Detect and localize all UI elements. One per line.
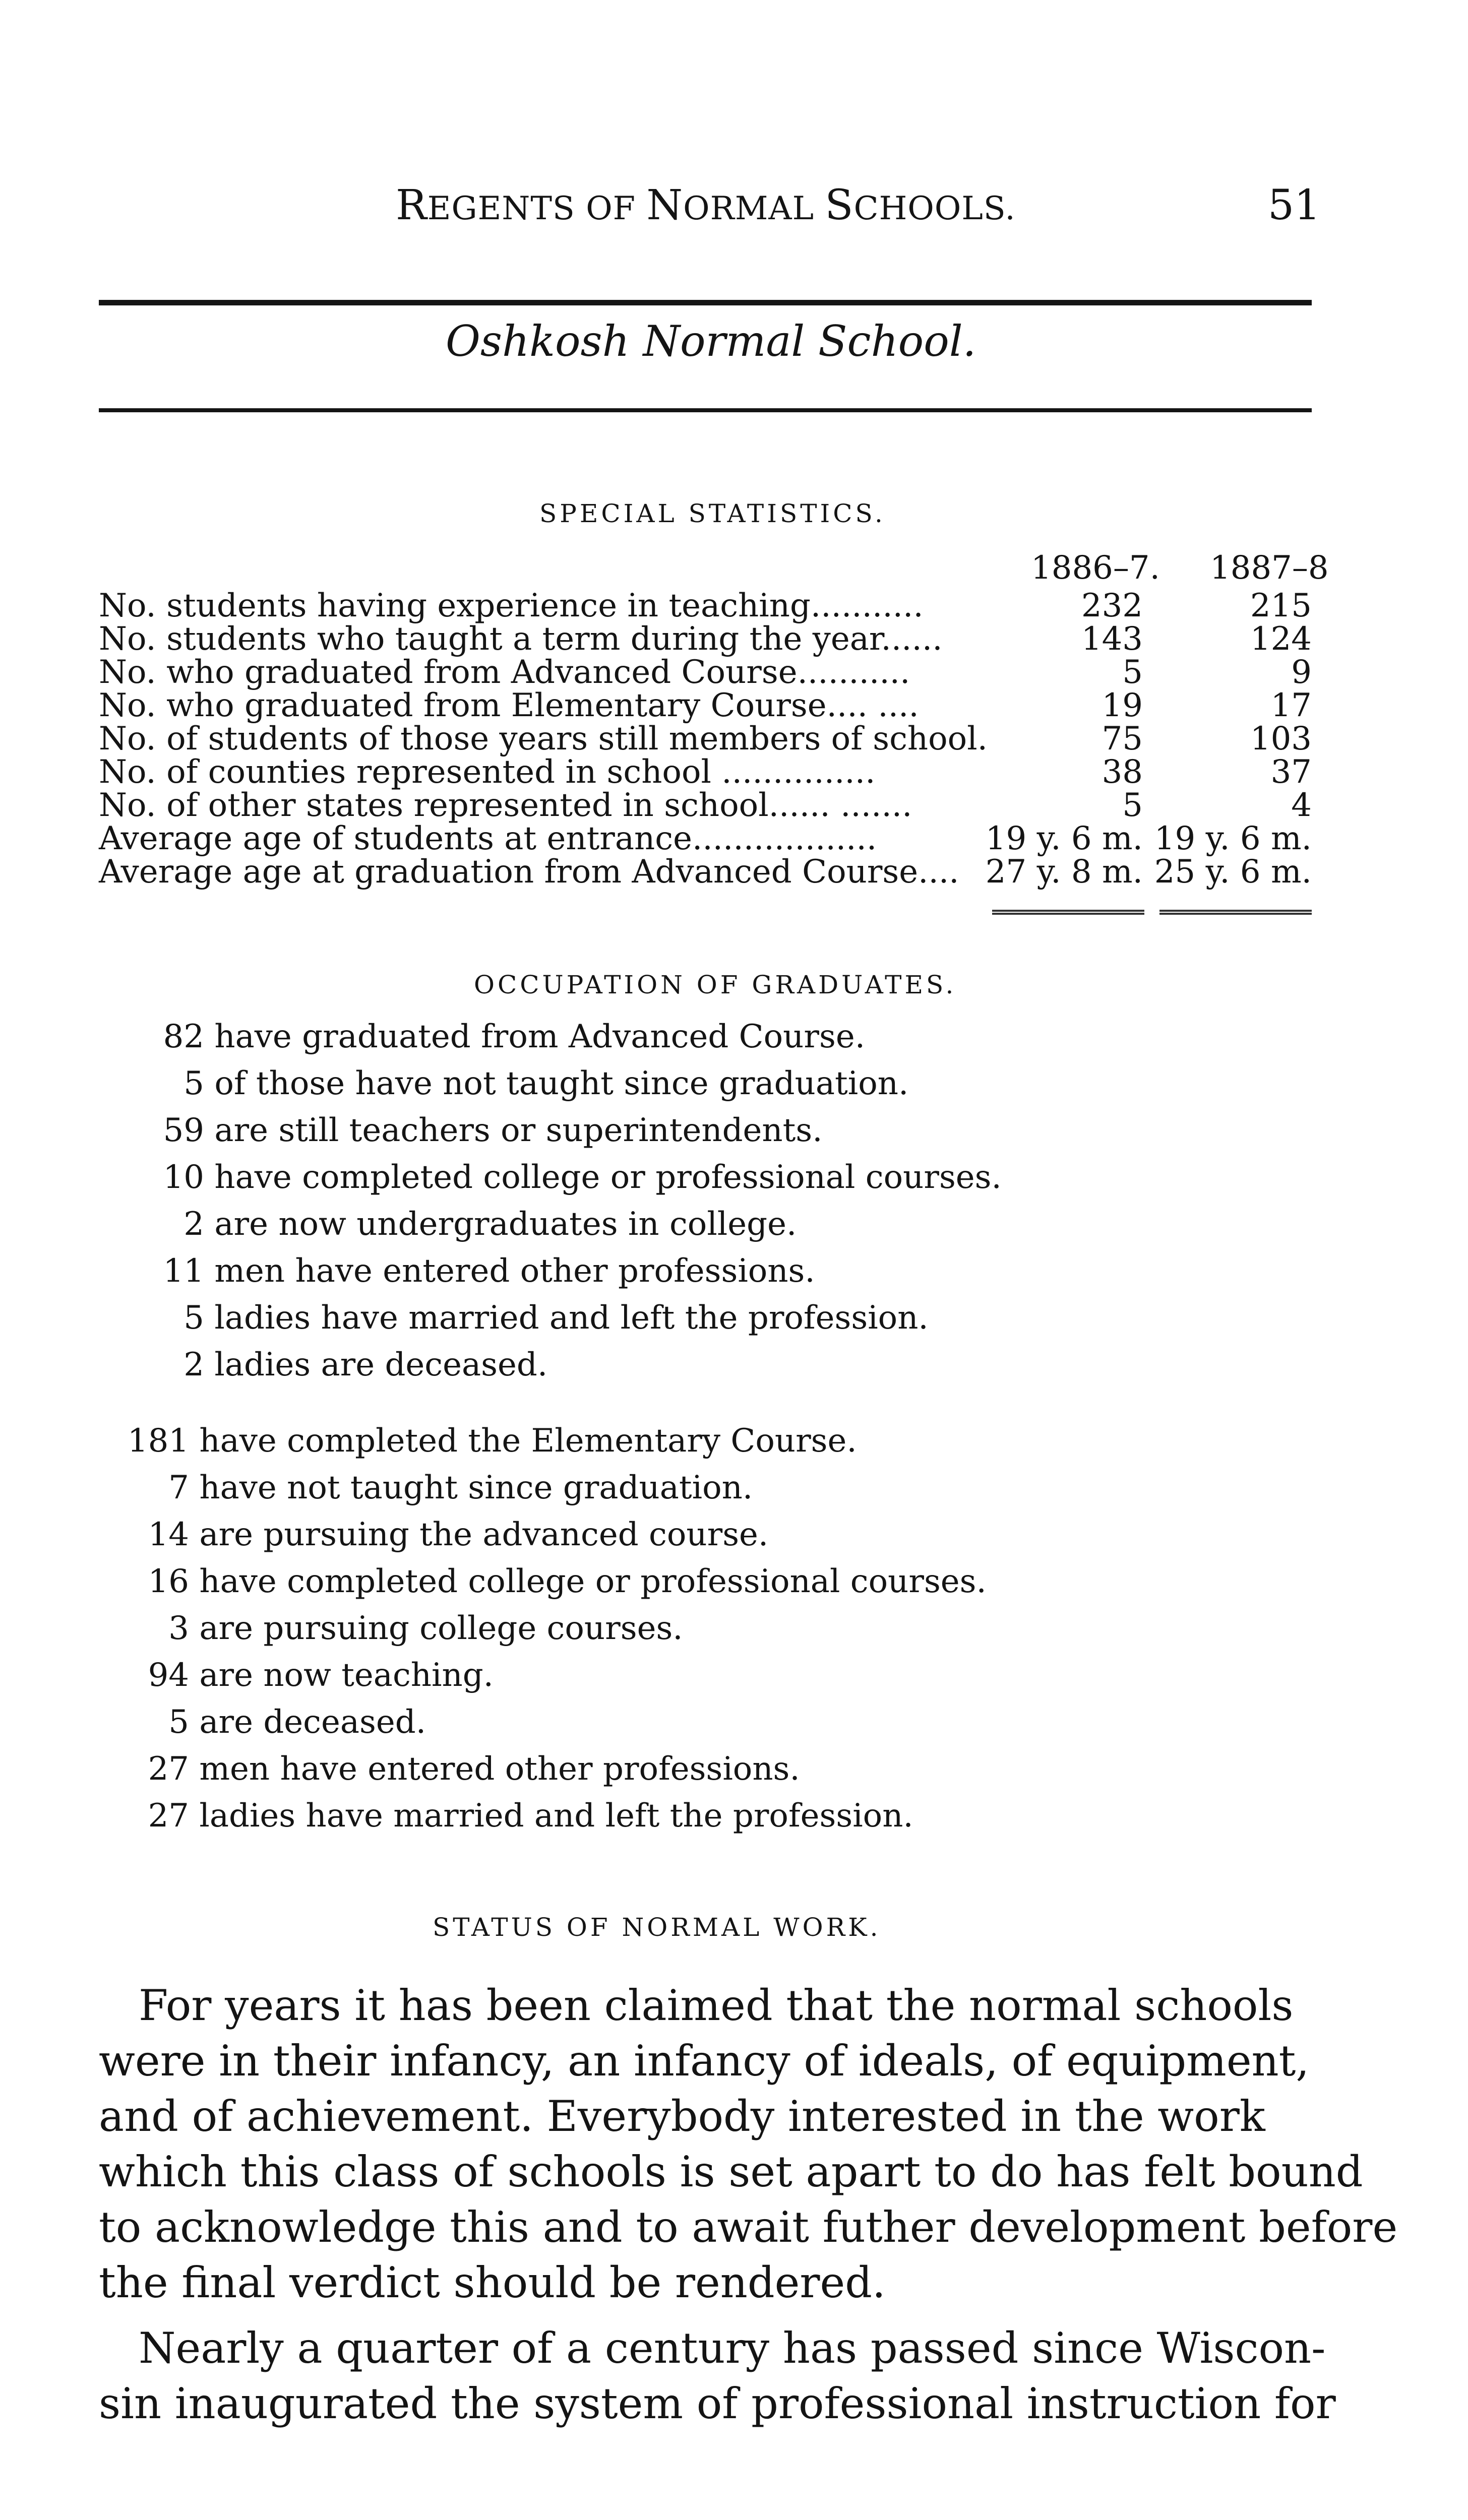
occupation-count: 14 — [148, 1516, 189, 1553]
stats-value-1887: 4 — [1291, 787, 1312, 824]
occupation-item — [101, 1704, 426, 1741]
year-header-1886: 1886–7. — [1031, 549, 1160, 587]
stats-value-1887: 17 — [1270, 687, 1312, 724]
stats-row-label: No. of counties represented in school ............... — [99, 753, 876, 791]
stats-value-1886: 5 — [1122, 654, 1143, 691]
occupation-count: 5 — [184, 1065, 204, 1102]
occupation-count: 27 — [148, 1750, 189, 1788]
stats-row-label: Average age at graduation from Advanced Course.... — [99, 853, 959, 891]
stats-row-label: No. who graduated from Advanced Course........... — [99, 654, 910, 691]
header-initial-r: R — [396, 181, 427, 229]
spacer — [189, 1750, 199, 1788]
stats-value-1886: 19 y. 6 m. — [985, 820, 1143, 857]
spacer — [204, 1159, 214, 1196]
occupation-count: 11 — [163, 1252, 204, 1290]
occupation-item — [101, 1797, 913, 1835]
status-heading: STATUS OF NORMAL WORK. — [433, 1913, 881, 1942]
header-initial-s: S — [825, 181, 854, 229]
occupation-text: ladies have married and left the profession. — [199, 1797, 913, 1835]
stats-row-label: No. of other states represented in school...... ....... — [99, 787, 912, 824]
status-line: the final verdict should be rendered. — [99, 2258, 886, 2307]
double-rule-col2 — [1159, 910, 1312, 915]
occupation-item — [101, 1563, 987, 1600]
occupation-item — [101, 1516, 768, 1553]
stats-value-1887: 124 — [1250, 620, 1312, 658]
year-header-1887: 1887–8 — [1210, 549, 1329, 587]
occupation-count: 181 — [127, 1422, 189, 1460]
occupation-text: are now teaching. — [199, 1657, 494, 1694]
spacer — [189, 1563, 199, 1600]
status-line: Nearly a quarter of a century has passed since Wiscon- — [139, 2323, 1326, 2373]
spacer — [204, 1299, 214, 1337]
stats-value-1887: 19 y. 6 m. — [1154, 820, 1312, 857]
occupation-count: 16 — [148, 1563, 189, 1600]
occupation-text: are pursuing the advanced course. — [199, 1516, 769, 1553]
occupation-item — [116, 1346, 547, 1383]
header-initial-n: N — [646, 181, 684, 229]
occupation-text: ladies have married and left the profession. — [214, 1299, 929, 1337]
stats-value-1886: 75 — [1102, 720, 1143, 758]
occupation-item — [101, 1750, 800, 1788]
spacer — [189, 1610, 199, 1647]
occupation-item — [116, 1018, 865, 1055]
occupation-text: have graduated from Advanced Course. — [214, 1018, 866, 1055]
occupation-text: are now undergraduates in college. — [214, 1206, 797, 1243]
occupation-text: have completed college or professional courses. — [199, 1563, 987, 1600]
occupation-text: are still teachers or superintendents. — [214, 1112, 823, 1149]
occupation-item — [116, 1206, 797, 1243]
status-line: and of achievement. Everybody interested in the work — [99, 2092, 1265, 2141]
stats-value-1886: 5 — [1122, 787, 1143, 824]
spacer — [204, 1346, 214, 1383]
spacer — [189, 1422, 199, 1460]
spacer — [189, 1704, 199, 1741]
stats-value-1886: 38 — [1102, 753, 1143, 791]
header-word-schools: CHOOLS. — [853, 190, 1016, 227]
occupation-item — [116, 1252, 815, 1290]
occupation-text: ladies are deceased. — [214, 1346, 548, 1383]
occupation-count: 10 — [163, 1159, 204, 1196]
stats-row-label: No. students having experience in teaching........... — [99, 587, 924, 624]
special-statistics-heading: SPECIAL STATISTICS. — [539, 499, 886, 528]
occupation-text: men have entered other professions. — [214, 1252, 815, 1290]
stats-value-1887: 25 y. 6 m. — [1154, 853, 1312, 891]
spacer — [204, 1018, 214, 1055]
header-word-regents: EGENTS OF — [427, 190, 647, 227]
running-header-title — [396, 181, 1016, 229]
occupation-item — [116, 1159, 1002, 1196]
bottom-rule — [99, 408, 1312, 412]
double-rule-col1 — [992, 910, 1144, 915]
spacer — [204, 1206, 214, 1243]
occupation-item — [116, 1299, 929, 1337]
stats-value-1886: 143 — [1081, 620, 1143, 658]
stats-value-1887: 215 — [1250, 587, 1312, 624]
occupation-count: 5 — [168, 1704, 189, 1741]
occupation-text: have completed the Elementary Course. — [199, 1422, 857, 1460]
occupation-item — [101, 1422, 857, 1460]
stats-value-1887: 103 — [1250, 720, 1312, 758]
occupation-count: 2 — [184, 1206, 204, 1243]
header-word-normal: ORMAL — [683, 190, 825, 227]
occupation-item — [101, 1657, 494, 1694]
status-line: sin inaugurated the system of professional instruction for — [99, 2379, 1336, 2428]
occupation-item — [101, 1469, 753, 1506]
status-line: which this class of schools is set apart to do has felt bound — [99, 2147, 1363, 2196]
occupation-count: 27 — [148, 1797, 189, 1835]
stats-row-label: No. of students of those years still members of school. — [99, 720, 988, 758]
occupation-count: 5 — [184, 1299, 204, 1337]
status-line: to acknowledge this and to await futher development before — [99, 2202, 1398, 2252]
occupation-item — [101, 1610, 683, 1647]
stats-row-label: No. who graduated from Elementary Course.... .... — [99, 687, 919, 724]
stats-value-1887: 9 — [1291, 654, 1312, 691]
stats-row-label: Average age of students at entrance.................. — [99, 820, 877, 857]
stats-row-label: No. students who taught a term during the year...... — [99, 620, 943, 658]
spacer — [204, 1065, 214, 1102]
occupation-heading: OCCUPATION OF GRADUATES. — [474, 970, 957, 999]
top-rule — [99, 300, 1312, 305]
spacer — [189, 1516, 199, 1553]
stats-value-1886: 19 — [1102, 687, 1143, 724]
spacer — [189, 1657, 199, 1694]
occupation-text: are pursuing college courses. — [199, 1610, 683, 1647]
status-line: were in their infancy, an infancy of ideals, of equipment, — [99, 2036, 1310, 2086]
occupation-count: 59 — [163, 1112, 204, 1149]
occupation-count: 7 — [168, 1469, 189, 1506]
occupation-item — [116, 1065, 908, 1102]
occupation-count: 2 — [184, 1346, 204, 1383]
stats-value-1886: 27 y. 8 m. — [985, 853, 1143, 891]
occupation-count: 82 — [163, 1018, 204, 1055]
occupation-text: are deceased. — [199, 1704, 426, 1741]
spacer — [204, 1252, 214, 1290]
occupation-text: have not taught since graduation. — [199, 1469, 753, 1506]
spacer — [189, 1469, 199, 1506]
occupation-text: men have entered other professions. — [199, 1750, 800, 1788]
occupation-text: of those have not taught since graduation. — [214, 1065, 909, 1102]
occupation-count: 94 — [148, 1657, 189, 1694]
page-number: 51 — [1268, 181, 1321, 229]
school-name: Oshkosh Normal School. — [446, 317, 976, 366]
stats-value-1887: 37 — [1270, 753, 1312, 791]
stats-value-1886: 232 — [1081, 587, 1143, 624]
occupation-count: 3 — [168, 1610, 189, 1647]
occupation-item — [116, 1112, 823, 1149]
occupation-text: have completed college or professional courses. — [214, 1159, 1002, 1196]
spacer — [189, 1797, 199, 1835]
spacer — [204, 1112, 214, 1149]
status-line: For years it has been claimed that the normal schools — [139, 1981, 1294, 2030]
